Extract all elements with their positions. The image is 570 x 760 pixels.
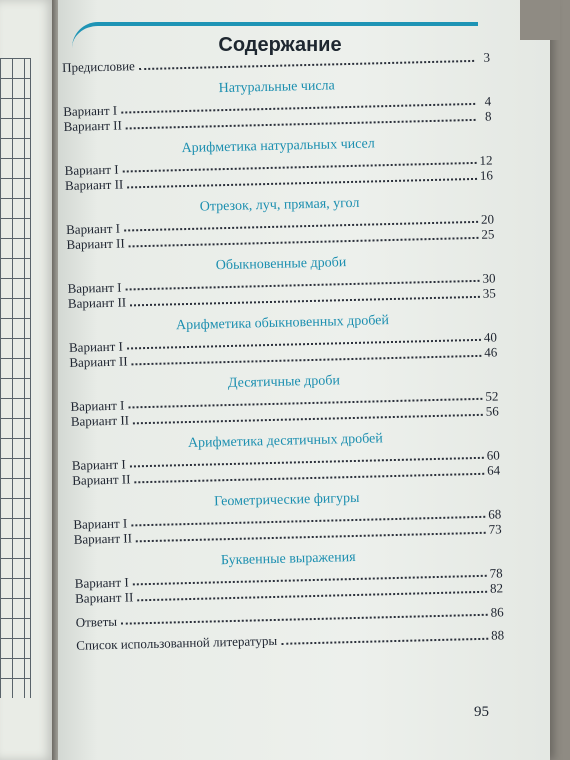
section-title: Арифметика десятичных дробей: [187, 430, 383, 451]
toc-page: 56: [485, 403, 499, 419]
toc-page: 35: [482, 285, 497, 301]
toc-label: Вариант II: [73, 530, 133, 547]
dot-leader: [130, 295, 480, 306]
toc-label: Вариант I: [70, 397, 125, 414]
toc-page: 88: [490, 627, 505, 643]
dot-leader: [281, 637, 488, 644]
toc-section: [63, 71, 492, 134]
toc-section: [65, 189, 494, 252]
page-title: Содержание: [218, 34, 342, 56]
toc-label: Список использованной литературы: [76, 632, 278, 653]
section-title: Обыкновенные дроби: [215, 254, 347, 273]
dot-leader: [139, 59, 474, 69]
toc-label: Вариант I: [63, 102, 118, 119]
dot-leader: [129, 236, 479, 247]
dot-leader: [133, 413, 483, 424]
dot-leader: [132, 354, 482, 365]
toc-page: 4: [484, 93, 492, 109]
toc-page: 73: [488, 521, 502, 537]
toc-page: 30: [482, 269, 496, 286]
toc-section: [67, 248, 496, 311]
toc-page: 16: [479, 167, 494, 183]
toc-label: Вариант II: [69, 353, 128, 370]
toc-label: Вариант II: [67, 294, 127, 311]
toc-page: 78: [489, 564, 503, 581]
toc-label: Предисловие: [62, 58, 136, 75]
toc-page: 52: [485, 387, 499, 404]
toc-label: Вариант II: [72, 471, 131, 488]
toc-label: Вариант I: [73, 515, 128, 532]
toc-page: 68: [488, 505, 502, 522]
toc-label: Вариант II: [63, 117, 123, 134]
toc-label: Вариант I: [68, 338, 124, 355]
toc-section: [71, 425, 500, 488]
section-title: Арифметика обыкновенных дробей: [175, 312, 390, 333]
toc-label: Вариант I: [74, 574, 129, 591]
toc-label: Ответы: [75, 613, 118, 630]
toc-label: Вариант II: [64, 176, 124, 193]
toc-page: 64: [486, 462, 501, 478]
page-number: 95: [474, 704, 489, 720]
section-title: Десятичные дроби: [227, 372, 341, 391]
toc-label: Вариант II: [66, 235, 125, 252]
toc-section: [70, 366, 499, 429]
toc-page: 3: [483, 49, 491, 65]
dot-leader: [135, 472, 485, 483]
toc-page: 46: [484, 344, 498, 360]
toc-page: 25: [481, 226, 495, 242]
section-title: Натуральные числа: [218, 77, 335, 96]
dot-leader: [126, 118, 476, 129]
dot-leader: [127, 177, 477, 188]
dot-leader: [136, 531, 486, 542]
table-of-contents: [62, 50, 504, 654]
toc-page: 12: [479, 152, 493, 168]
section-title: Буквенные выражения: [220, 549, 356, 568]
toc-label: Вариант I: [71, 456, 126, 473]
toc-section: [64, 130, 493, 193]
section-title: Арифметика натуральных чисел: [181, 135, 375, 156]
toc-section: [73, 484, 502, 547]
toc-label: Вариант I: [67, 279, 122, 296]
toc-label: Вариант II: [70, 412, 130, 429]
graph-paper-grid: [0, 58, 31, 698]
toc-section: [68, 307, 497, 370]
toc-page: 40: [483, 328, 498, 345]
toc-page: 60: [486, 446, 500, 463]
toc-page: 86: [490, 603, 504, 620]
background-corner: [520, 0, 560, 40]
section-title: Геометрические фигуры: [213, 490, 360, 509]
toc-page: 20: [480, 210, 495, 227]
toc-label: Вариант II: [74, 589, 134, 606]
section-title: Отрезок, луч, прямая, угол: [199, 195, 360, 215]
toc-label: Вариант I: [65, 220, 121, 237]
left-page: [0, 0, 54, 760]
toc-page: 82: [489, 580, 504, 596]
toc-page: 8: [484, 108, 492, 124]
toc-label: Вариант I: [64, 161, 119, 178]
